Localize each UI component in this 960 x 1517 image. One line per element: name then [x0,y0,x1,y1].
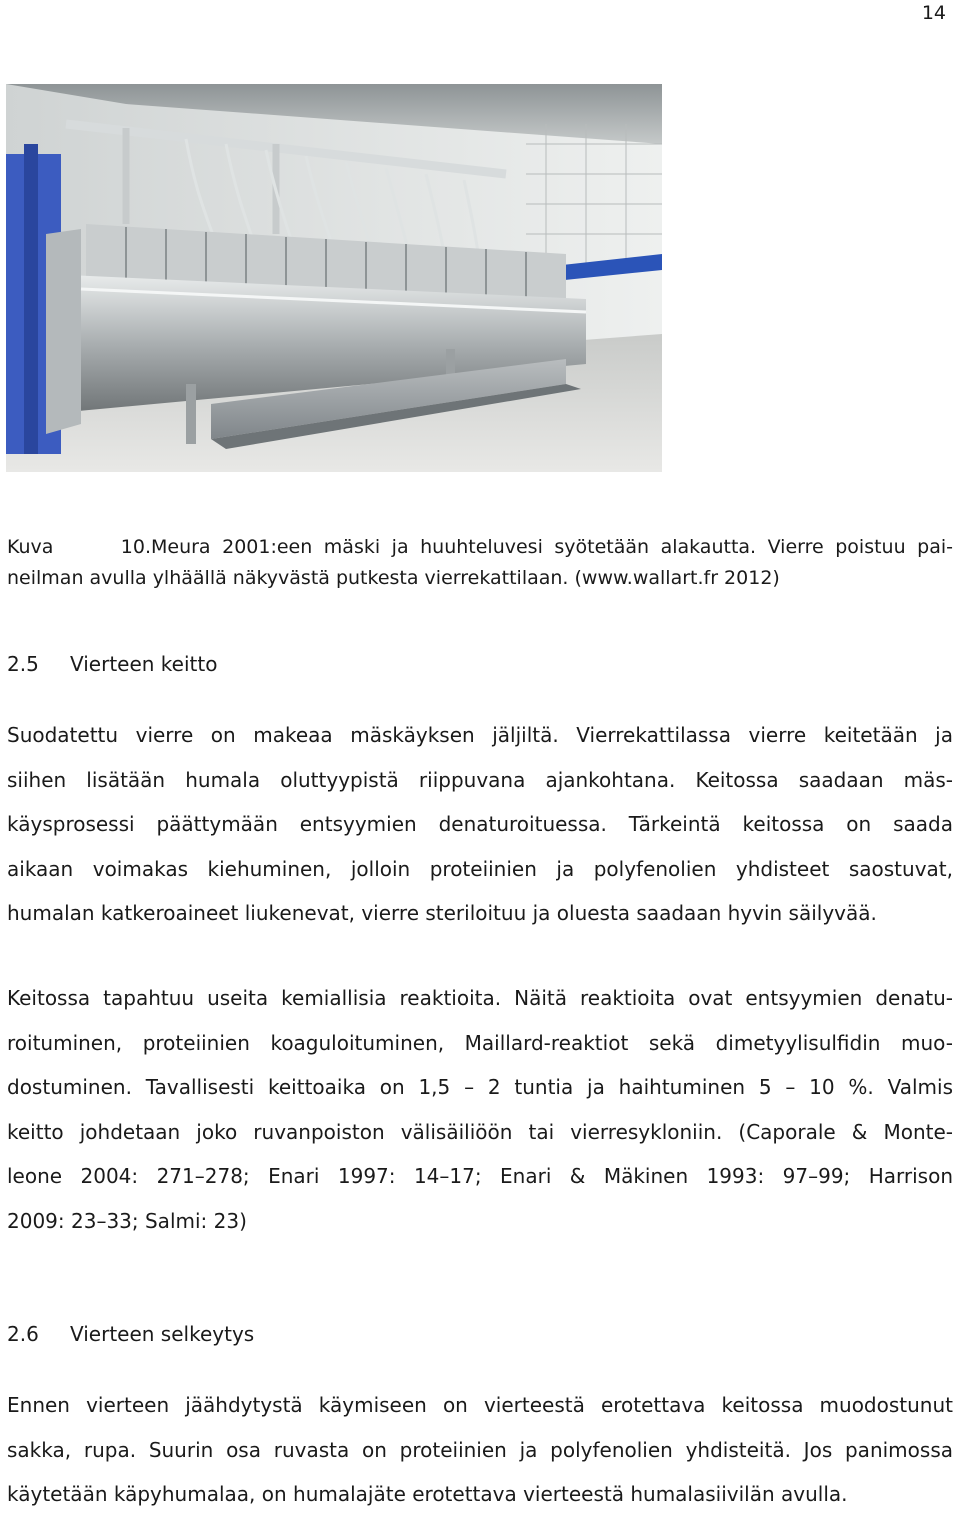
paragraph-line: Keitossa tapahtuu useita kemiallisia reaktioita. Näitä reaktioita ovat entsyymien denatu- [7,986,953,1010]
caption-text-1: Meura 2001:een mäski ja huuhteluvesi syötetään alakautta. Vierre poistuu pai- [151,536,953,558]
paragraph-line: käysprosessi päättymään entsyymien denaturoituessa. Tärkeintä keitossa on saada [7,812,953,836]
paragraph-line: 2009: 23–33; Salmi: 23) [7,1208,247,1233]
paragraph-line: käytetään käpyhumalaa, on humalajäte erotettava vierteestä humalasiivilän avulla. [7,1482,848,1506]
paragraph-line: Suodatettu vierre on makeaa mäskäyksen jäljiltä. Vierrekattilassa vierre keitetään ja [7,723,953,747]
section-number: 2.5 [7,652,39,676]
caption-line-2: neilman avulla ylhäällä näkyvästä putkesta vierrekattilaan. (www.wallart.fr 2012) [7,567,780,589]
paragraph-line: roituminen, proteiinien koaguloituminen, Maillard-reaktiot sekä dimetyylisulfidin muo- [7,1030,953,1055]
paragraph-line: sakka, rupa. Suurin osa ruvasta on proteiinien ja polyfenolien yhdisteitä. Jos panimossa [7,1437,953,1462]
paragraph-line: siihen lisätään humala oluttyypistä riippuvana ajankohtana. Keitossa saadaan mäs- [7,767,953,792]
paragraph [7,1383,953,1517]
paragraph-line: humalan katkeroaineet liukenevat, vierre steriloituu ja oluesta saadaan hyvin säilyvää. [7,901,877,925]
caption-line-1 [7,532,953,563]
paragraph-line: keitto johdetaan joko ruvanpoiston välisäiliöön tai vierresykloniin. (Caporale & Monte- [7,1119,953,1144]
caption-label: Kuva 10. [7,536,151,558]
page-number: 14 [921,2,946,24]
paragraph [7,976,953,1243]
paragraph-line: dostuminen. Tavallisesti keittoaika on 1,5 – 2 tuntia ja haihtuminen 5 – 10 %. Valmis [7,1075,953,1099]
paragraph [7,713,953,936]
mash-filter-photo [6,84,662,472]
paragraph-line: leone 2004: 271–278; Enari 1997: 14–17; Enari & Mäkinen 1993: 97–99; Harrison [7,1164,953,1188]
figure-caption [7,532,953,594]
section-title: Vierteen selkeytys [70,1322,255,1346]
section-heading-2-5 [7,652,217,676]
section-title: Vierteen keitto [70,652,218,676]
section-number: 2.6 [7,1322,39,1346]
paragraph-line: Ennen vierteen jäähdytystä käymiseen on vierteestä erotettava keitossa muodostunut [7,1393,953,1417]
section-heading-2-6 [7,1322,254,1346]
paragraph-line: aikaan voimakas kiehuminen, jolloin proteiinien ja polyfenolien yhdisteet saostuvat, [7,856,953,881]
